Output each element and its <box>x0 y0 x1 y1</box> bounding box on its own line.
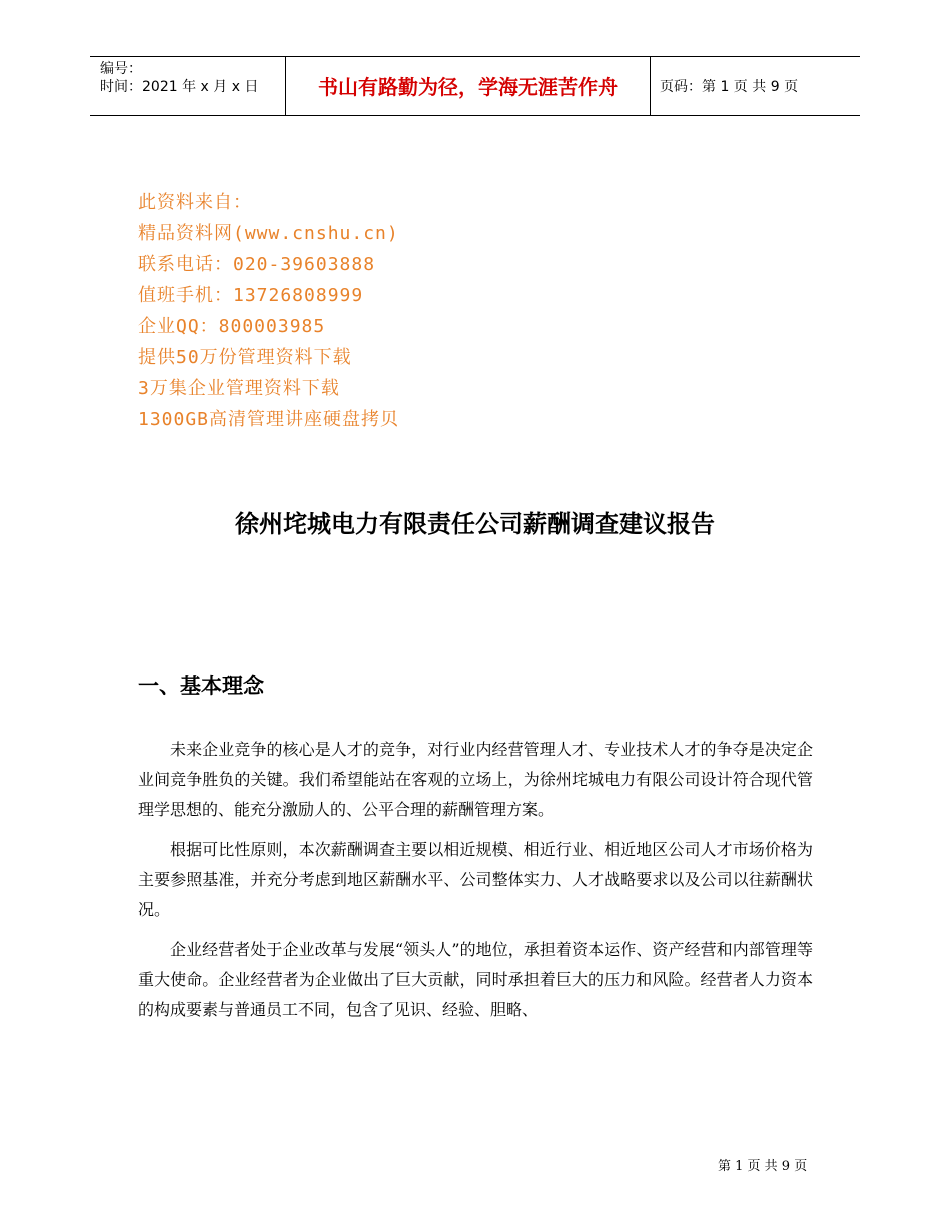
paragraph: 根据可比性原则，本次薪酬调查主要以相近规模、相近行业、相近地区公司人才市场价格为主要参照基准，并充分考虑到地区薪酬水平、公司整体实力、人才战略要求以及公司以往薪酬状况。 <box>138 840 813 919</box>
header-divider-right <box>650 57 651 115</box>
promo-line: 3万集企业管理资料下载 <box>138 378 340 399</box>
promo-line: 此资料来自： <box>138 192 252 213</box>
promo-line: 提供50万份管理资料下载 <box>138 347 352 368</box>
promo-block <box>138 187 399 435</box>
body-text <box>138 735 813 1035</box>
header-bottom-rule <box>90 115 860 116</box>
promo-line: 企业QQ：800003985 <box>138 316 326 337</box>
footer-page-number: 第 1 页 共 9 页 <box>718 1159 808 1174</box>
section-heading: 一、基本理念 <box>138 674 264 698</box>
promo-line: 精品资料网(www.cnshu.cn) <box>138 223 399 244</box>
header-top-rule <box>90 56 860 57</box>
promo-line: 值班手机：13726808999 <box>138 285 364 306</box>
paragraph: 企业经营者处于企业改革与发展“领头人”的地位，承担着资本运作、资产经营和内部管理等重大使命。企业经营者为企业做出了巨大贡献，同时承担着巨大的压力和风险。经营者人力资本的构成要素与普通员工不同，包含了见识、经验、胆略、 <box>138 940 813 1019</box>
header-number-label: 编号： <box>100 61 142 77</box>
header-page-label: 页码：第 1 页 共 9 页 <box>660 79 799 95</box>
document-title: 徐州垞城电力有限责任公司薪酬调查建议报告 <box>235 510 715 538</box>
paragraph: 未来企业竞争的核心是人才的竞争，对行业内经营管理人才、专业技术人才的争夺是决定企业间竞争胜负的关键。我们希望能站在客观的立场上，为徐州垞城电力有限公司设计符合现代管理学思想的、能充分激励人的、公平合理的薪酬管理方案。 <box>138 740 813 819</box>
header-time-label: 时间：2021 年 x 月 x 日 <box>100 79 259 95</box>
promo-line: 联系电话：020-39603888 <box>138 254 376 275</box>
header-motto: 书山有路勤为径，学海无涯苦作舟 <box>318 75 618 99</box>
promo-line: 1300GB高清管理讲座硬盘拷贝 <box>138 409 400 430</box>
